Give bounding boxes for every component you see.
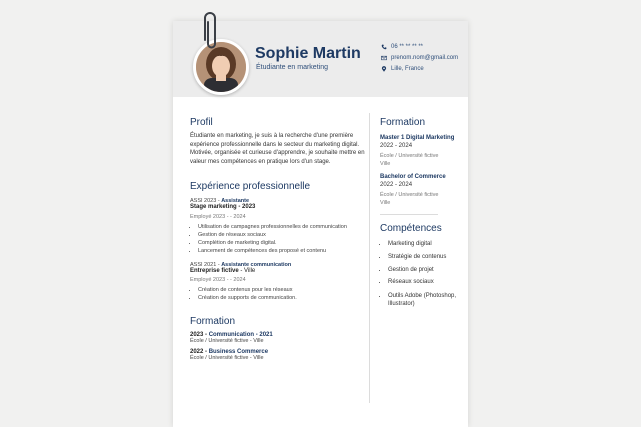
contact-phone [381, 44, 423, 50]
experience-year: ASSI 2021 - [190, 262, 220, 268]
formation-school-name: École / Université fictive [380, 192, 439, 198]
phone-text: 06 ** ** ** ** [391, 44, 424, 50]
experience-dates: Employé 2023 - - 2024 [190, 277, 246, 283]
formation-school [380, 152, 460, 168]
skill-item: • Réseaux sociaux [388, 276, 460, 289]
contact-location [381, 66, 424, 72]
experience-bullet: • Création de contenus pour les réseaux [198, 286, 365, 294]
profile-text: Étudiante en marketing, je suis à la recherche d'une première expérience professionnelle dans le secteur du marketing digital. Motivée, organisée et curieuse d'apprendre, je souhaite mettre en valeur mes compétences en pratique lors d'un stage. [190, 133, 365, 165]
experience-role [190, 268, 365, 274]
education-year: 2022 - [190, 349, 208, 355]
experience-bullets [190, 286, 365, 302]
education-school: École / Université fictive - Ville [190, 355, 264, 361]
education-title: Business Commerce [208, 349, 269, 355]
skills-list [380, 238, 460, 308]
experience-item [190, 198, 365, 255]
phone-icon [381, 44, 387, 50]
experience-bullets [190, 223, 365, 255]
mail-icon [381, 55, 387, 61]
candidate-name: Sophie Martin [255, 45, 361, 62]
education-year: 2023 - [190, 332, 208, 338]
formation-dates: 2022 - 2024 [380, 182, 413, 188]
skill-item: • Gestion de projet [388, 264, 460, 277]
experience-role: Stage marketing - 2023 [190, 204, 256, 210]
education-item [190, 349, 365, 361]
paperclip-icon [199, 10, 221, 52]
experience-bullet: • Utilisation de campagnes professionnelles de communication [198, 223, 365, 231]
experience-company: Entreprise fictive [190, 268, 239, 274]
candidate-tagline: Étudiante en marketing [256, 64, 328, 71]
experience-org: Assistante communication [221, 262, 292, 268]
skills-heading: Compétences [380, 223, 442, 234]
formation-city: Ville [380, 200, 391, 206]
experience-dates: Employé 2023 - - 2024 [190, 214, 246, 220]
location-pin-icon [381, 66, 387, 72]
formation-item [380, 135, 460, 168]
education-title: Communication - 2021 [208, 332, 273, 338]
email-text: prenom.nom@gmail.com [391, 55, 459, 61]
formation-degree: Bachelor of Commerce [380, 174, 446, 180]
column-divider [369, 113, 370, 403]
experience-year: ASSI 2023 - [190, 198, 220, 204]
experience-org: Assistante [221, 198, 250, 204]
cv-page [173, 21, 468, 427]
formation-school [380, 191, 460, 207]
experience-bullet: • Lancement de compétences des proposé et contenu [198, 247, 365, 255]
education-item [190, 332, 365, 344]
formation-school-name: École / Université fictive [380, 153, 439, 159]
experience-location: - Ville [240, 268, 256, 274]
skill-item: • Marketing digital [388, 238, 460, 251]
formation-item [380, 174, 460, 207]
profile-heading: Profil [190, 117, 213, 128]
experience-bullet: • Gestion de réseaux sociaux [198, 231, 365, 239]
experience-heading: Expérience professionnelle [190, 181, 311, 192]
experience-bullet: • Complétion de marketing digital. [198, 239, 365, 247]
skill-item: • Outils Adobe (Photoshop, Illustrator) [388, 292, 460, 308]
experience-item [190, 262, 365, 302]
section-divider [380, 214, 438, 215]
education-school: École / Université fictive - Ville [190, 338, 264, 344]
contact-email [381, 55, 458, 61]
experience-bullet: • Création de supports de communication. [198, 294, 365, 302]
location-text: Lille, France [391, 66, 424, 72]
left-column [190, 117, 365, 361]
skill-item: • Stratégie de contenus [388, 251, 460, 264]
right-column [380, 117, 460, 308]
formation-dates: 2022 - 2024 [380, 143, 413, 149]
education-heading: Formation [190, 316, 236, 327]
formation-heading: Formation [380, 117, 426, 128]
formation-city: Ville [380, 161, 391, 167]
formation-degree: Master 1 Digital Marketing [380, 135, 455, 141]
